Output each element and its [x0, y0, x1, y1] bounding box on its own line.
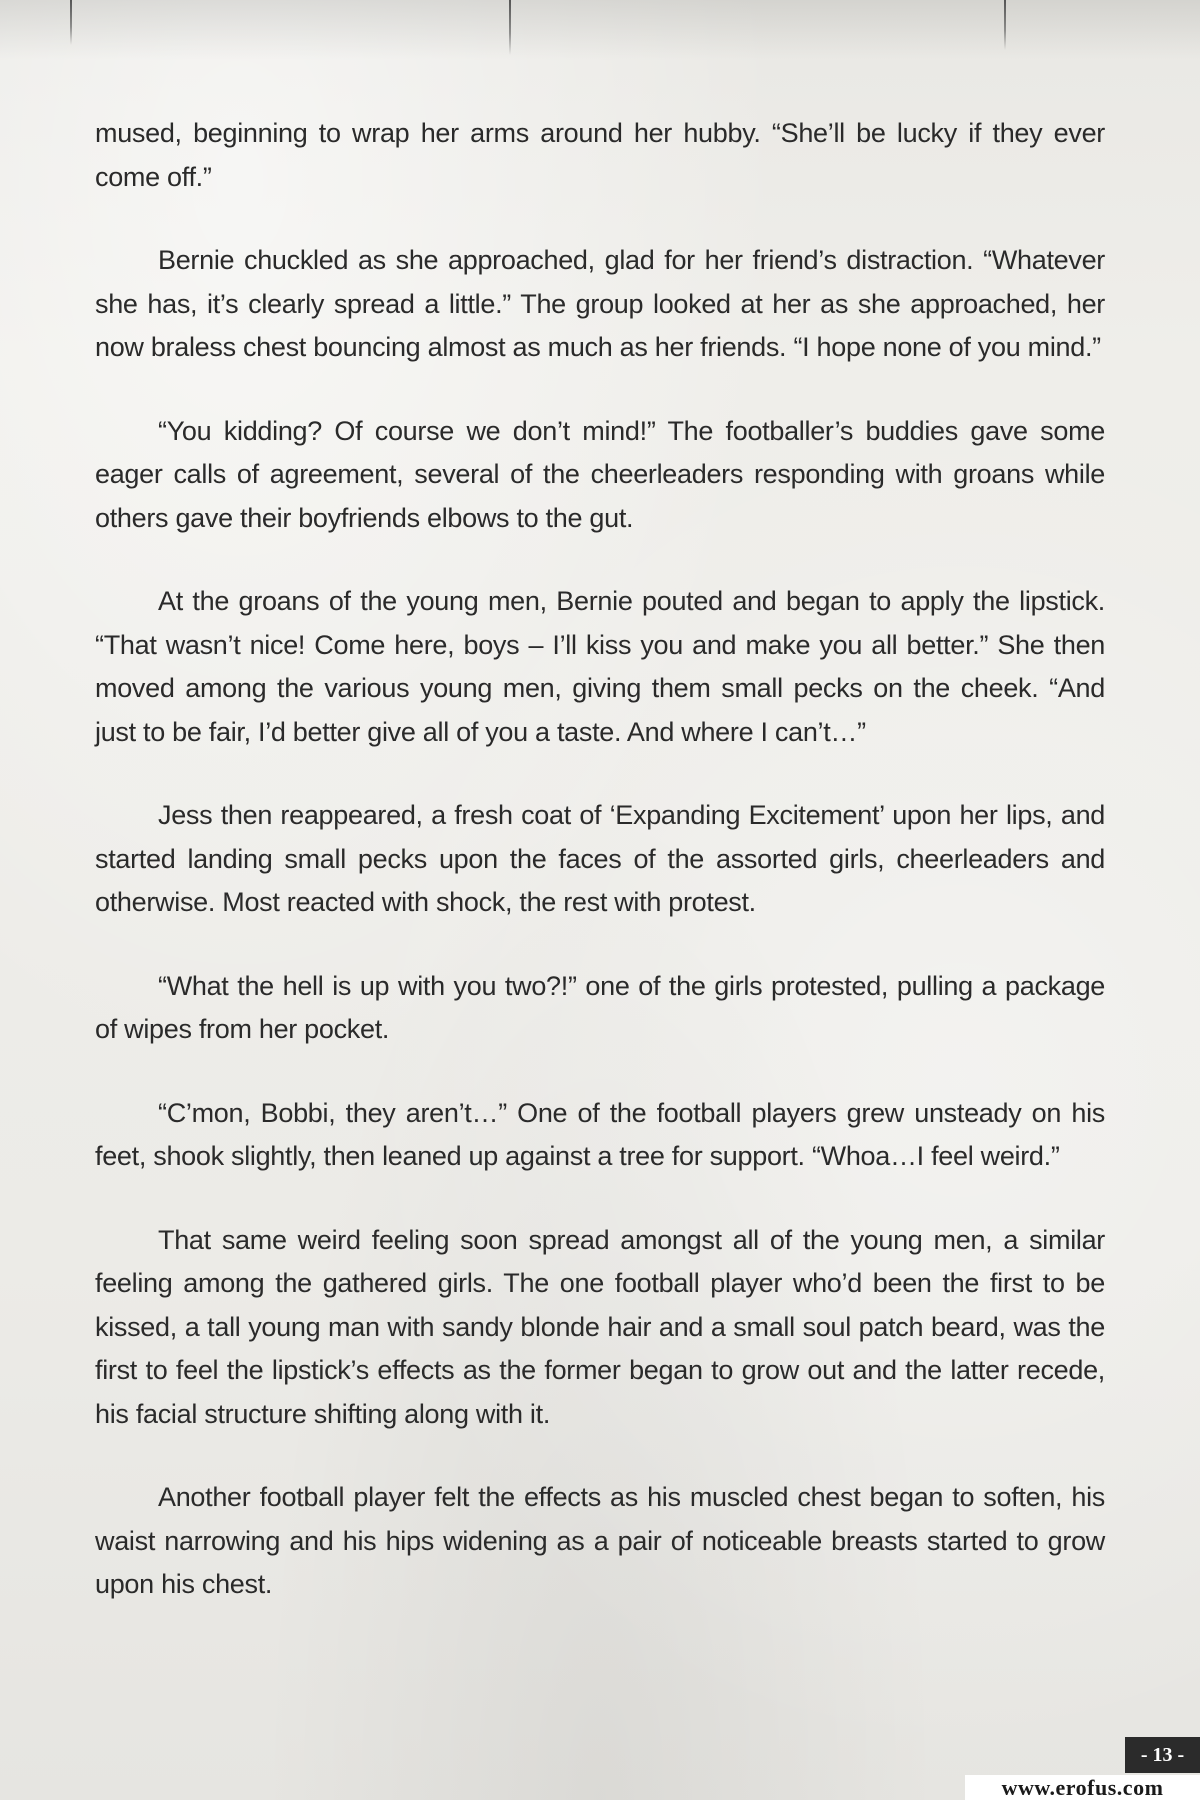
page-top-shadow [0, 0, 1200, 60]
page-number: - 13 - [1125, 1737, 1200, 1773]
paragraph-6: “What the hell is up with you two?!” one of the girls protested, pulling a package of wipes from her pocket. [95, 970, 1105, 1044]
page-crease-right [1004, 0, 1006, 50]
paragraph-3: “You kidding? Of course we don’t mind!” The footballer’s buddies gave some eager calls of agreement, several of the cheerleaders responding with groans while others gave their boyfriends elbows to the gut. [95, 415, 1105, 533]
paragraph-5: Jess then reappeared, a fresh coat of ‘Expanding Excitement’ upon her lips, and started landing small pecks upon the faces of the assorted girls, cheerleaders and otherwise. Most reacted with shock, the rest with protest. [95, 800, 1105, 917]
paragraph-7: “C’mon, Bobbi, they aren’t…” One of the football players grew unsteady on his feet, shook slightly, then leaned up against a tree for support. “Whoa…I feel weird.” [95, 1097, 1105, 1171]
page-crease-middle [509, 0, 511, 55]
page-crease-left [70, 0, 72, 45]
paragraph-1: mused, beginning to wrap her arms around her hubby. “She’ll be lucky if they ever come off.” [95, 118, 1105, 192]
story-text [95, 112, 1105, 1647]
watermark: www.erofus.com [965, 1775, 1200, 1800]
paragraph-4: At the groans of the young men, Bernie pouted and began to apply the lipstick. “That wasn’t nice! Come here, boys – I’ll kiss you and make you all better.” She then moved among the various young men, giving them small pecks on the cheek. “And just to be fair, I’d better give all of you a taste. And where I can’t…” [95, 586, 1105, 747]
paragraph-2: Bernie chuckled as she approached, glad for her friend’s distraction. “Whatever she has, it’s clearly spread a little.” The group looked at her as she approached, her now braless chest bouncing almost as much as her friends. “I hope none of you mind.” [95, 245, 1105, 362]
paragraph-8: That same weird feeling soon spread amongst all of the young men, a similar feeling among the gathered girls. The one football player who’d been the first to be kissed, a tall young man with sandy blonde hair and a small soul patch beard, was the first to feel the lipstick’s effects as the former began to grow out and the latter recede, his facial structure shifting along with it. [95, 1224, 1105, 1429]
paragraph-9: Another football player felt the effects as his muscled chest began to soften, his waist narrowing and his hips widening as a pair of noticeable breasts started to grow upon his chest. [95, 1482, 1105, 1599]
